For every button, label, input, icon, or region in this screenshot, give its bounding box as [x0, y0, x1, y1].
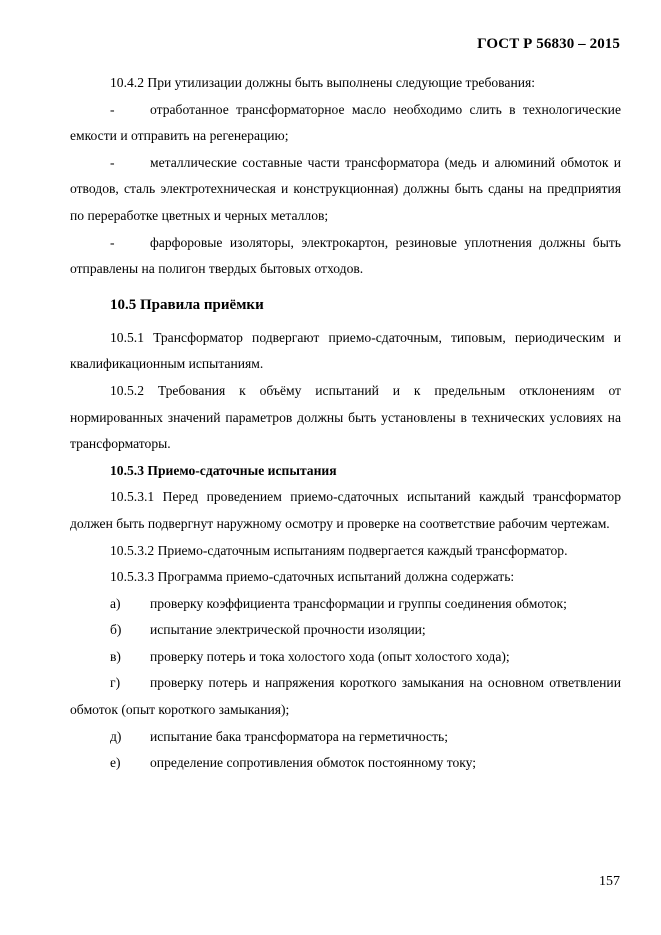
- list-item: [70, 591, 621, 618]
- list-text: испытание электрической прочности изоляции;: [150, 622, 426, 638]
- paragraph-10-5-2: 10.5.2 Требования к объёму испытаний и к предельным отклонениям от нормированных значений параметров должны быть установлены в технических условиях на трансформаторы.: [70, 382, 621, 452]
- list-item: [70, 750, 621, 777]
- paragraph-10-5-3-3: 10.5.3.3 Программа приемо-сдаточных испытаний должна содержать:: [110, 569, 515, 585]
- list-marker: г): [110, 675, 121, 691]
- list-text: проверку потерь и тока холостого хода (опыт холостого хода);: [150, 648, 510, 664]
- list-item: [70, 670, 621, 723]
- list-marker: -: [110, 101, 115, 117]
- list-text: отработанное трансформаторное масло необходимо слить в технологические емкости и отправить на регенерацию;: [70, 101, 621, 144]
- paragraph-10-5-3-2: 10.5.3.2 Приемо-сдаточным испытаниям подвергается каждый трансформатор.: [110, 542, 568, 558]
- list-text: металлические составные части трансформатора (медь и алюминий обмоток и отводов, сталь электротехническая и конструкционная) должны быть сданы на предприятия по переработке цветных и черных металлов;: [70, 154, 621, 223]
- list-item: [70, 150, 621, 230]
- list-item: [70, 724, 621, 751]
- page-content: [70, 70, 621, 777]
- standard-header: ГОСТ Р 56830 – 2015: [477, 36, 620, 52]
- list-text: фарфоровые изоляторы, электрокартон, резиновые уплотнения должны быть отправлены на полигон твердых бытовых отходов.: [70, 234, 621, 277]
- paragraph-10-5-3-1: 10.5.3.1 Перед проведением приемо-сдаточных испытаний каждый трансформатор должен быть подвергнут наружному осмотру и проверке на соответствие рабочим чертежам.: [70, 489, 621, 531]
- list-text: проверку потерь и напряжения короткого замыкания на основном ответвлении обмоток (опыт короткого замыкания);: [70, 675, 621, 718]
- list-marker: -: [110, 154, 115, 170]
- list-item: [70, 230, 621, 283]
- list-text: проверку коэффициента трансформации и группы соединения обмоток;: [150, 595, 567, 611]
- list-text: определение сопротивления обмоток постоянному току;: [150, 755, 477, 771]
- list-marker: а): [110, 595, 121, 611]
- section-heading-10-5: 10.5 Правила приёмки: [110, 296, 264, 313]
- list-item: [70, 644, 621, 671]
- list-marker: д): [110, 728, 122, 744]
- list-marker: -: [110, 234, 115, 250]
- paragraph-10-4-2: 10.4.2 При утилизации должны быть выполнены следующие требования:: [110, 75, 536, 90]
- list-item: [70, 97, 621, 150]
- paragraph-10-5-1: 10.5.1 Трансформатор подвергают приемо-сдаточным, типовым, периодическим и квалификационным испытаниям.: [70, 329, 621, 372]
- list-marker: в): [110, 648, 121, 664]
- page-number: 157: [599, 874, 620, 889]
- subsection-heading-10-5-3: 10.5.3 Приемо-сдаточные испытания: [110, 462, 337, 478]
- list-marker: е): [110, 755, 121, 771]
- list-item: [70, 617, 621, 644]
- list-text: испытание бака трансформатора на герметичность;: [150, 728, 448, 744]
- list-marker: б): [110, 622, 122, 638]
